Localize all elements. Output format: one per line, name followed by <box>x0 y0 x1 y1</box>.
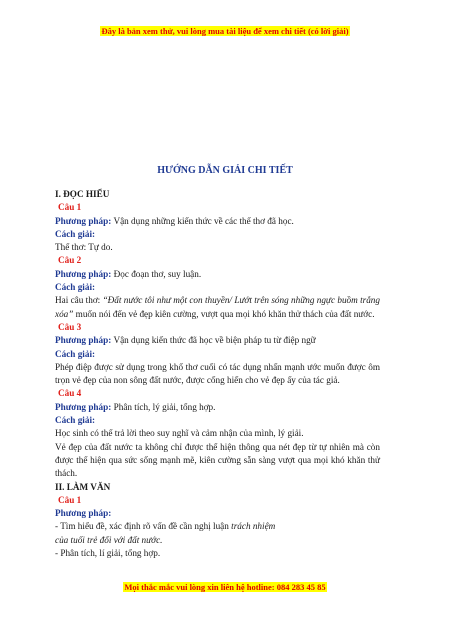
question-1-solution-label: Cách giải: <box>55 228 96 239</box>
writing-method-line-1 <box>55 520 380 533</box>
method-line-text: - Tìm hiểu đề, xác định rõ vấn đề cần nghị luận <box>55 521 232 532</box>
preview-notice-text: Đây là bản xem thử, vui lòng mua tài liệu để xem chi tiết (có lời giải) <box>101 26 349 36</box>
question-1-answer: Thể thơ: Tự do. <box>55 242 113 253</box>
question-3-solution-label: Cách giải: <box>55 348 96 359</box>
page-title: HƯỚNG DẪN GIẢI CHI TIẾT <box>157 165 293 176</box>
hotline-text: Mọi thắc mắc vui lòng xin liên hệ hotline: 084 283 45 85 <box>124 582 326 592</box>
question-1-method <box>55 215 380 228</box>
poem-quote: “Đất nước tôi như một con thuyền/ Lướt trên sóng những ngực buồm trắng xóa” <box>55 295 380 319</box>
question-2-answer <box>55 294 380 321</box>
method-text: Vận dụng những kiến thức về các thể thơ đã học. <box>111 215 294 226</box>
method-text: Vận dụng kiến thức đã học về biện pháp tu từ điệp ngữ <box>111 335 316 346</box>
writing-question-1-heading: Câu 1 <box>58 494 82 505</box>
question-2-method <box>55 268 380 281</box>
question-3-heading: Câu 3 <box>58 321 82 332</box>
answer-intro: Hai câu thơ: <box>55 295 103 306</box>
question-3-answer: Phép điệp được sử dụng trong khổ thơ cuối có tác dụng nhấn mạnh ước muốn được ôm trọn vẻ đẹp của non sông đất nước, được cống hiến cho vẻ đẹp ấy của tác giả. <box>55 361 380 386</box>
method-text: Phân tích, lý giải, tổng hợp. <box>111 401 216 412</box>
hotline-banner <box>0 582 450 592</box>
method-label: Phương pháp: <box>55 401 112 412</box>
question-2-solution-label: Cách giải: <box>55 282 96 293</box>
writing-method-line-3: - Phân tích, lí giải, tổng hợp. <box>55 548 161 559</box>
method-line-emphasis: trách nhiệm <box>231 521 276 532</box>
section-heading-writing: II. LÀM VĂN <box>55 481 111 492</box>
writing-question-1-method-label: Phương pháp: <box>55 508 112 519</box>
method-label: Phương pháp: <box>55 268 112 279</box>
question-4-method <box>55 401 380 414</box>
writing-method-line-2 <box>55 534 380 547</box>
preview-notice-banner <box>0 26 450 36</box>
question-4-heading: Câu 4 <box>58 388 82 399</box>
document-body <box>55 188 380 560</box>
method-text: Đọc đoạn thơ, suy luận. <box>111 268 202 279</box>
question-4-solution-label: Cách giải: <box>55 415 96 426</box>
method-label: Phương pháp: <box>55 215 112 226</box>
answer-rest: muốn nói đến vẻ đẹp kiên cường, vượt qua mọi khó khăn thử thách của đất nước. <box>73 308 375 319</box>
section-heading-reading: I. ĐỌC HIỂU <box>55 189 110 199</box>
question-4-answer-1: Học sinh có thể trả lời theo suy nghĩ và cảm nhận của mình, lý giải. <box>55 428 304 439</box>
question-3-method <box>55 334 380 347</box>
method-label: Phương pháp: <box>55 335 112 346</box>
question-2-heading: Câu 2 <box>58 255 82 266</box>
question-1-heading: Câu 1 <box>58 202 82 213</box>
method-line-emphasis: của tuổi trẻ đối với đất nước. <box>55 534 163 545</box>
question-4-answer-2: Vẻ đẹp của đất nước ta không chỉ được thể hiện thông qua nét đẹp từ tự nhiên mà còn được thể hiện qua sức sống mạnh mẽ, kiên cường sẵn sàng vượt qua mọi khó khăn thử thách. <box>55 441 380 479</box>
